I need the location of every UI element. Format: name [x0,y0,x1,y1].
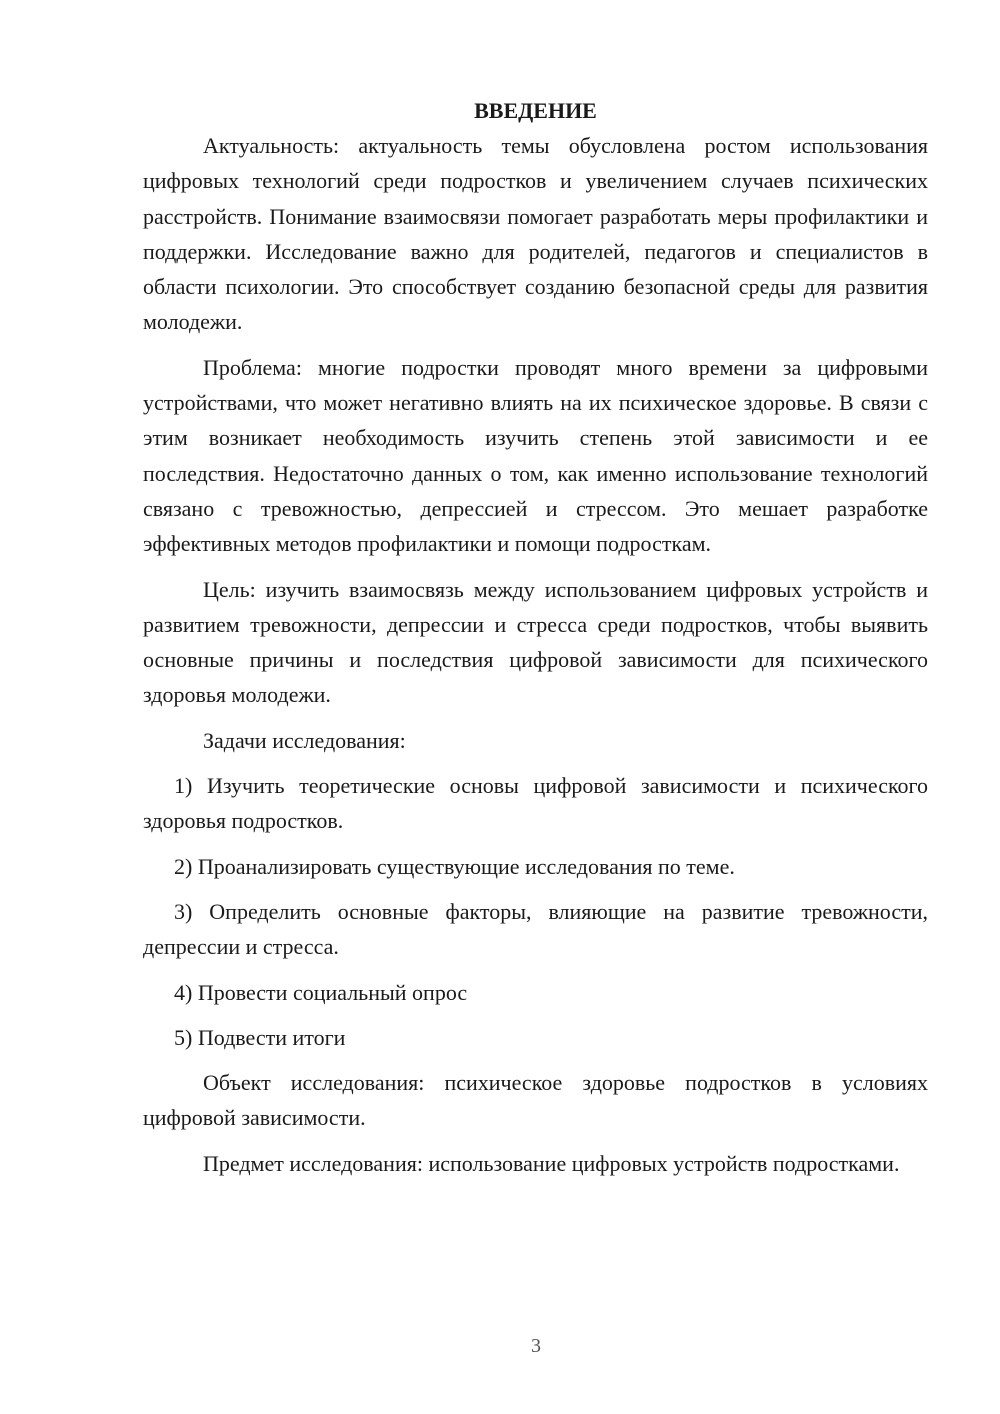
paragraph-relevance: Актуальность: актуальность темы обусловлена ростом использования цифровых технологий среди подростков и увеличением случаев психических расстройств. Понимание взаимосвязи помогает разработать меры профилактики и поддержки. Исследование важно для родителей, педагогов и специалистов в области психологии. Это способствует созданию безопасной среды для развития молодежи. [143,133,928,335]
task-item-5: 5) Подвести итоги [174,1024,346,1050]
task-item-1: 1) Изучить теоретические основы цифровой зависимости и психического здоровья подростков. [143,773,928,834]
document-page [143,96,928,1181]
task-item-4: 4) Провести социальный опрос [174,979,468,1005]
paragraph-tasks-heading: Задачи исследования: [203,727,406,753]
paragraph-object: Объект исследования: психическое здоровье подростков в условиях цифровой зависимости. [143,1070,928,1131]
page-number: 3 [531,1335,541,1357]
paragraph-goal: Цель: изучить взаимосвязь между использованием цифровых устройств и развитием тревожности, депрессии и стресса среди подростков, чтобы выявить основные причины и последствия цифровой зависимости для психического здоровья молодежи. [143,576,928,708]
task-item-3: 3) Определить основные факторы, влияющие на развитие тревожности, депрессии и стресса. [143,898,928,960]
paragraph-problem: Проблема: многие подростки проводят много времени за цифровыми устройствами, что может негативно влиять на их психическое здоровье. В связи с этим возникает необходимость изучить степень этой зависимости и ее последствия. Недостаточно данных о том, как именно использование технологий связано с тревожностью, депрессией и стрессом. Это мешает разработке эффективных методов профилактики и помощи подросткам. [143,354,928,557]
section-title: ВВЕДЕНИЕ [474,98,597,123]
paragraph-subject: Предмет исследования: использование цифровых устройств подростками. [203,1150,900,1176]
task-item-2: 2) Проанализировать существующие исследования по теме. [174,853,735,879]
